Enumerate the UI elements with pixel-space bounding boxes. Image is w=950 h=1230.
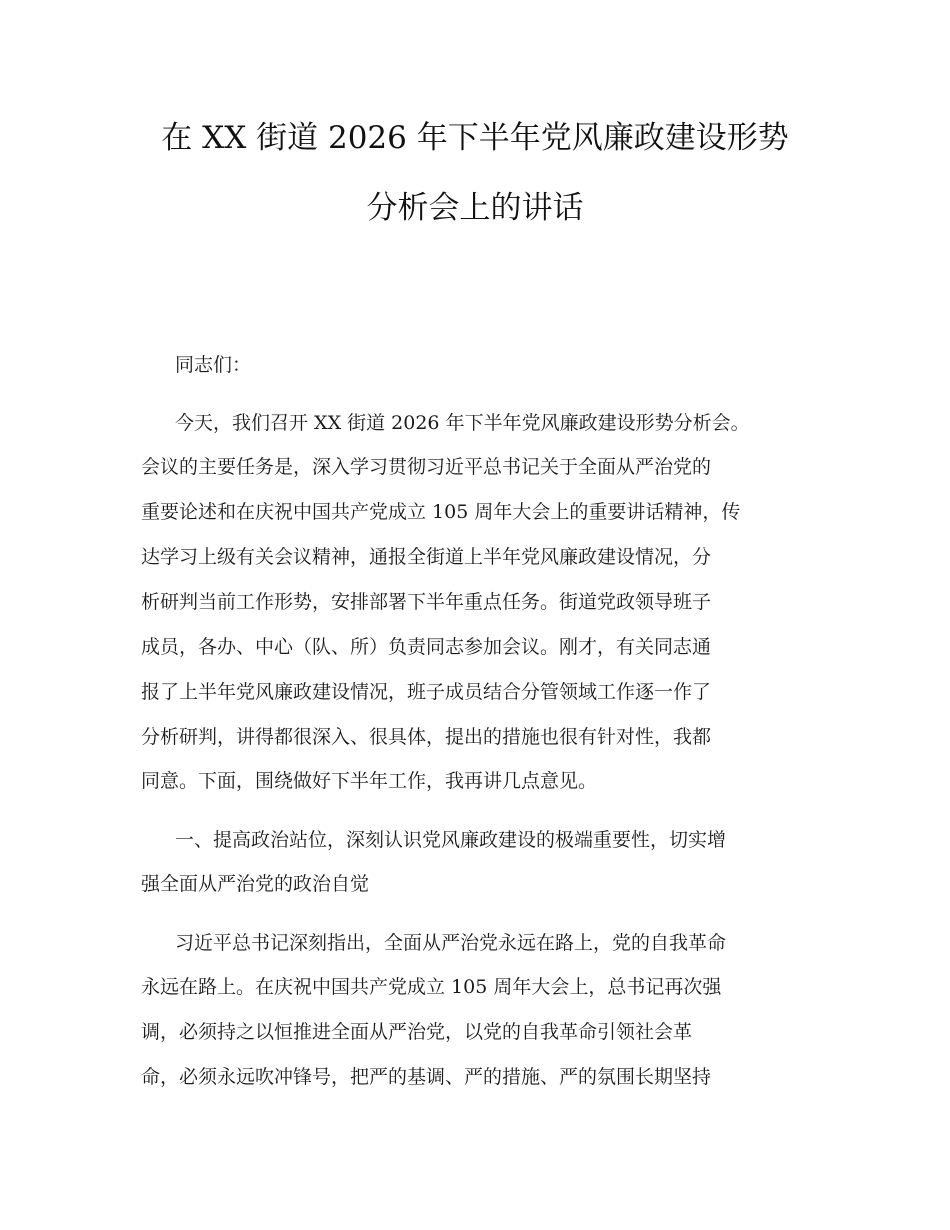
body-line: 会议的主要任务是，深入学习贯彻习近平总书记关于全面从严治党的 [141,456,712,478]
body-line: 报了上半年党风廉政建设情况，班子成员结合分管领域工作逐一作了 [141,681,712,703]
body-line: 析研判当前工作形势，安排部署下半年重点任务。街道党政领导班子 [141,591,712,613]
body-line: 重要论述和在庆祝中国共产党成立 105 周年大会上的重要讲话精神，传 [141,501,741,523]
body-line: 永远在路上。在庆祝中国共产党成立 105 周年大会上，总书记再次强 [141,976,722,998]
body-line: 成员，各办、中心（队、所）负责同志参加会议。刚才，有关同志通 [141,636,712,658]
document-title-line-2: 分析会上的讲话 [366,190,584,226]
section-heading-line: 一、提高政治站位，深刻认识党风廉政建设的极端重要性，切实增 [175,829,727,851]
body-line: 习近平总书记深刻指出，全面从严治党永远在路上，党的自我革命 [175,932,727,954]
body-line: 今天，我们召开 XX 街道 2026 年下半年党风廉政建设形势分析会。 [175,412,750,434]
body-line: 调，必须持之以恒推进全面从严治党，以党的自我革命引领社会革 [141,1021,693,1043]
document-title-line-1: 在 XX 街道 2026 年下半年党风廉政建设形势 [161,120,789,156]
body-line: 命，必须永远吹冲锋号，把严的基调、严的措施、严的氛围长期坚持 [141,1066,712,1088]
salutation: 同志们： [175,354,252,376]
section-heading-line: 强全面从严治党的政治自觉 [141,873,370,895]
body-line: 同意。下面，围绕做好下半年工作，我再讲几点意见。 [141,770,598,792]
body-line: 达学习上级有关会议精神，通报全街道上半年党风廉政建设情况，分 [141,546,712,568]
body-line: 分析研判，讲得都很深入、很具体，提出的措施也很有针对性，我都 [141,726,712,748]
